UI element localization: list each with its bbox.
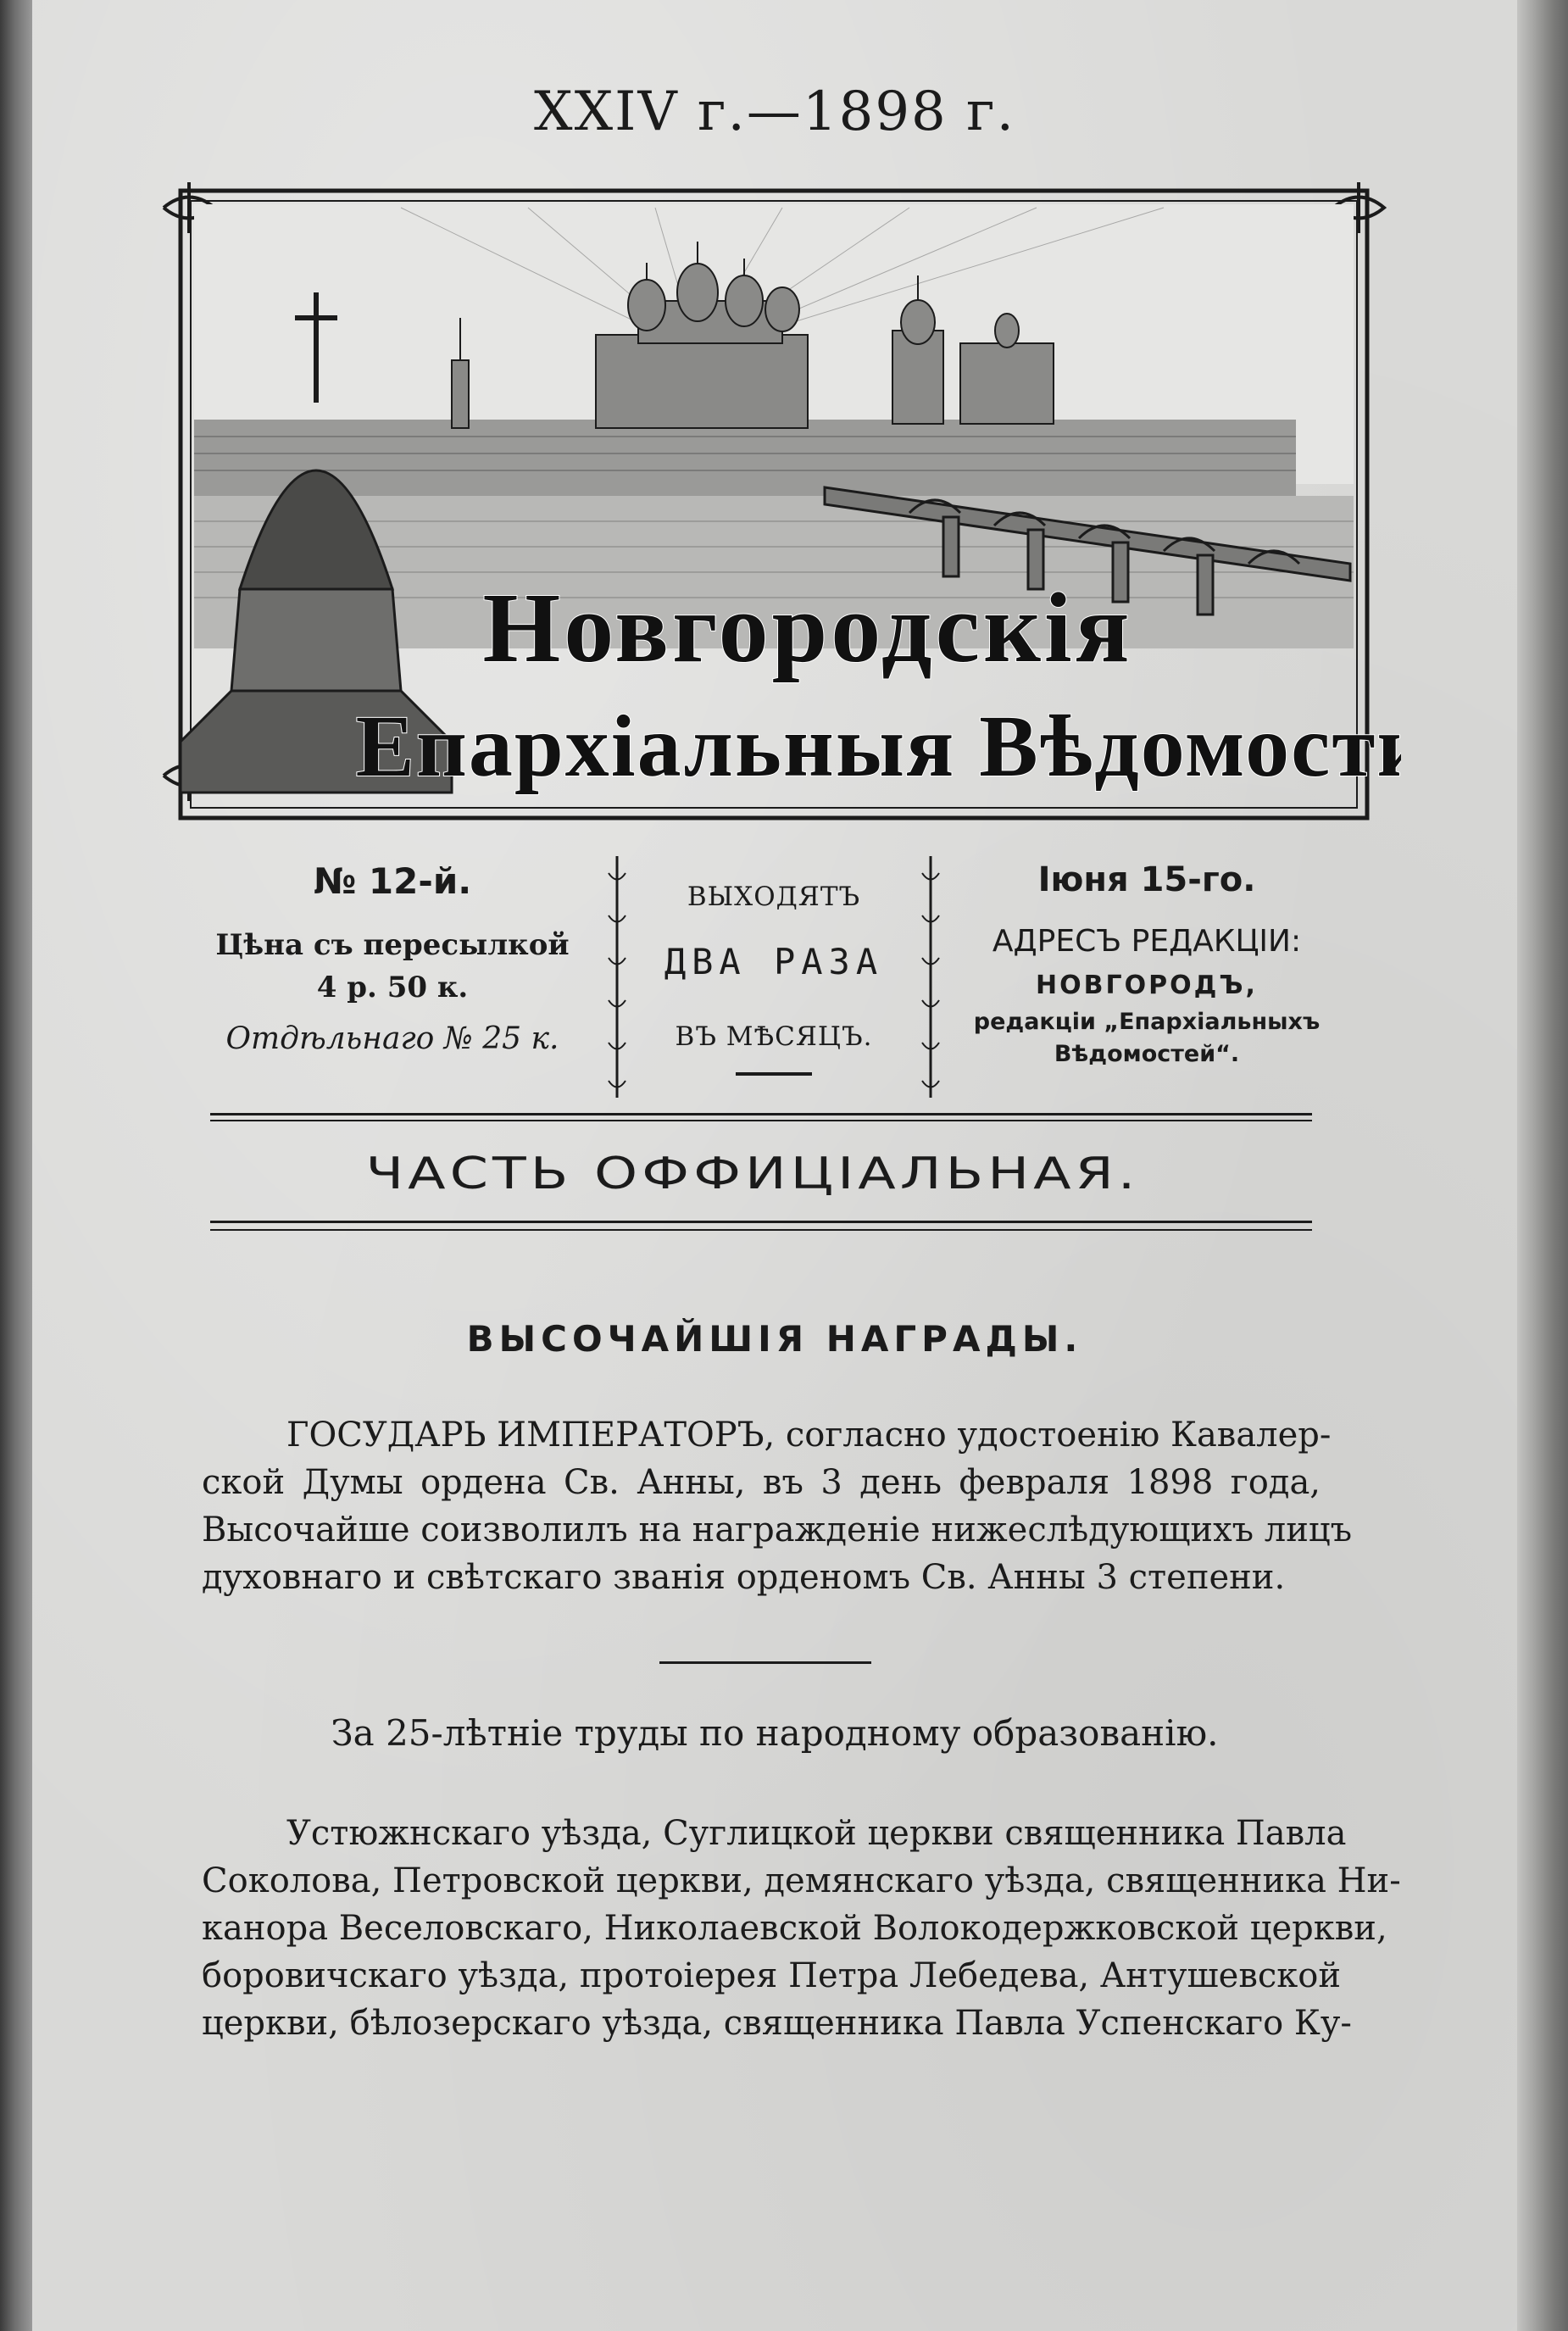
price-value: 4 р. 50 к. xyxy=(316,971,469,1004)
issue-info-row xyxy=(193,856,1346,1110)
issue-date: Іюня 15-го. xyxy=(1037,860,1256,899)
frequency-middle: ДВА РАЗА xyxy=(664,941,884,982)
divider-rule xyxy=(210,1229,1312,1231)
article-paragraph xyxy=(202,1810,1401,2047)
masthead-title-line1: Новгородскія xyxy=(482,572,1133,683)
divider-rule xyxy=(210,1120,1312,1121)
text-line: ской Думы ордена Св. Анны, въ 3 день февраля 1898 года, xyxy=(202,1463,1321,1502)
kremlin-wall xyxy=(194,420,1296,496)
article-paragraph xyxy=(202,1411,1353,1601)
year-line: XXIV г.—1898 г. xyxy=(534,81,1015,143)
address-city: НОВГОРОДЪ, xyxy=(1036,971,1258,1000)
page-sheet xyxy=(32,0,1517,2331)
text-line: канора Веселовскаго, Николаевской Волокодержковской церкви, xyxy=(202,1909,1387,1948)
text-line: Соколова, Петровской церкви, демянскаго уѣзда, священника Ни- xyxy=(202,1861,1401,1900)
frequency-top: ВЫХОДЯТЪ xyxy=(687,882,861,912)
page-edge xyxy=(1517,0,1568,2331)
address-label: АДРЕСЪ РЕДАКЦІИ: xyxy=(992,924,1302,959)
masthead-engraving xyxy=(147,182,1401,826)
divider-rule xyxy=(210,1221,1312,1223)
text-line: боровичскаго уѣзда, протоіерея Петра Лебедева, Антушевской xyxy=(202,1956,1342,1995)
masthead-illustration xyxy=(147,182,1401,826)
article-subtitle: За 25-лѣтніе труды по народному образованію. xyxy=(331,1712,1219,1754)
text-line: духовнаго и свѣтскаго званія орденомъ Св. Анны 3 степени. xyxy=(202,1558,1286,1597)
address-line2: Вѣдомостей“. xyxy=(1054,1041,1240,1067)
text-line: ГОСУДАРЬ ИМПЕРАТОРЪ, согласно удостоенію Кавалер- xyxy=(286,1416,1332,1455)
ornament-divider-icon xyxy=(604,856,630,1098)
single-issue-price: Отдѣльнаго № 25 к. xyxy=(225,1021,559,1056)
address-line1: редакціи „Епархіальныхъ xyxy=(973,1009,1321,1035)
text-line: Высочайше соизволилъ на награжденіе нижеслѣдующихъ лицъ xyxy=(202,1510,1353,1549)
text-line: церкви, бѣлозерскаго уѣзда, священника Павла Успенскаго Ку- xyxy=(202,2004,1352,2043)
ornament-divider-icon xyxy=(918,856,943,1098)
price-label: Цѣна съ пересылкой xyxy=(215,928,570,962)
text-line: Устюжнскаго уѣзда, Суглицкой церкви священника Павла xyxy=(286,1814,1347,1853)
masthead-title-line2: Епархіальныя Вѣдомости xyxy=(355,698,1401,795)
short-rule xyxy=(659,1661,871,1664)
frequency-underline xyxy=(736,1072,812,1076)
divider-rule xyxy=(210,1113,1312,1115)
frequency-bottom: ВЪ МѢСЯЦЪ. xyxy=(675,1021,873,1052)
section-title: ЧАСТЬ ОФФИЦІАЛЬНАЯ. xyxy=(365,1149,1140,1199)
issue-number: № 12-й. xyxy=(313,860,472,902)
article-title: ВЫСОЧАЙШІЯ НАГРАДЫ. xyxy=(466,1318,1083,1360)
